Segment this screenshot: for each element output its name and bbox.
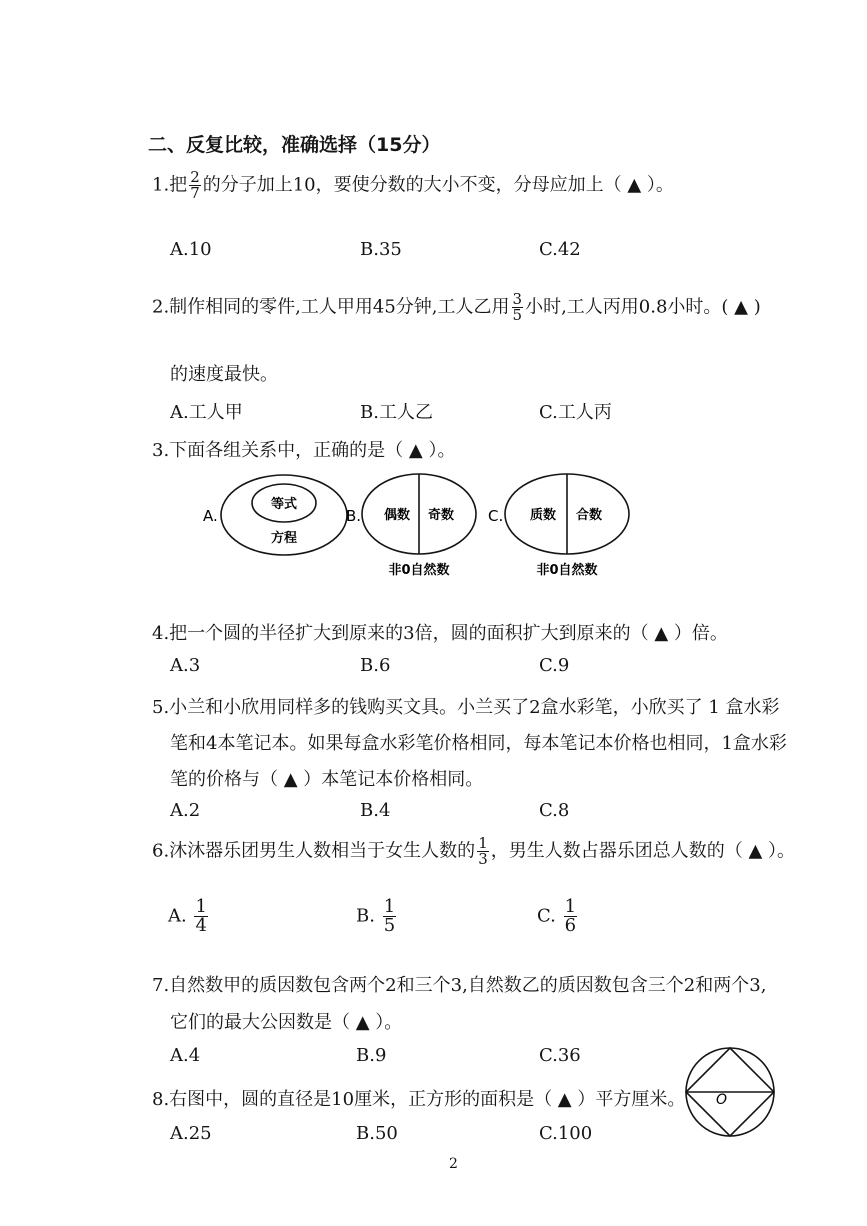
q6-option-a-fraction — [194, 898, 207, 935]
question-1 — [152, 170, 674, 201]
q3-fig-a-outer-label: 方程 — [270, 531, 298, 546]
q6-option-b-den: 5 — [383, 915, 396, 936]
q1-frac-den: 7 — [190, 184, 200, 202]
question-5-line1: 5.小兰和小欣用同样多的钱购买文具。小兰买了2盒水彩笔，小欣买了 1 盒水彩 — [152, 697, 780, 718]
q2-option-b: B.工人乙 — [360, 402, 433, 423]
q2-post: 小时,工人丙用0.8小时。( ▲ ) — [525, 296, 761, 318]
q2-frac-num: 3 — [512, 290, 523, 308]
q1-post: 的分子加上10，要使分数的大小不变，分母应加上（ ▲ ）。 — [202, 174, 674, 196]
q3-fig-b-letter: B. — [346, 507, 362, 525]
q6-option-a-num: 1 — [195, 896, 207, 917]
q1-option-c: C.42 — [539, 239, 581, 260]
q8-center-label: O — [716, 1092, 728, 1108]
q4-option-a: A.3 — [170, 655, 201, 676]
q4-option-c: C.9 — [539, 655, 570, 676]
question-8: 8.右图中，圆的直径是10厘米，正方形的面积是（ ▲ ）平方厘米。 — [152, 1089, 686, 1110]
q6-option-b-fraction — [383, 898, 396, 935]
q3-fig-c-left-label: 质数 — [529, 508, 557, 523]
question-7-line1: 7.自然数甲的质因数包含两个2和三个3,自然数乙的质因数包含三个2和两个3, — [152, 975, 767, 996]
q6-option-b-num: 1 — [383, 896, 396, 917]
section-title: 二、反复比较，准确选择（15分） — [148, 134, 441, 156]
q3-fig-b-right-label: 奇数 — [427, 508, 455, 523]
q1-option-a: A.10 — [170, 239, 212, 260]
q8-option-c: C.100 — [539, 1123, 593, 1144]
q1-pre: 1.把 — [152, 174, 188, 196]
question-7-line2: 它们的最大公因数是（ ▲ ）。 — [170, 1012, 403, 1033]
q6-option-a-den: 4 — [195, 915, 207, 936]
q4-option-b: B.6 — [360, 655, 391, 676]
q6-option-c-fraction — [564, 898, 577, 935]
q8-option-a: A.25 — [170, 1123, 212, 1144]
question-2 — [152, 292, 761, 323]
q3-fig-a-inner-label: 等式 — [270, 497, 298, 512]
question-5-line2: 笔和4本笔记本。如果每盒水彩笔价格相同，每本笔记本价格也相同，1盒水彩 — [170, 733, 787, 754]
q8-option-b: B.50 — [356, 1123, 398, 1144]
q6-frac-den: 3 — [478, 850, 488, 868]
q2-option-a: A.工人甲 — [170, 402, 243, 423]
q3-fig-c-letter: C. — [488, 507, 504, 525]
q6-fraction — [477, 836, 489, 867]
q2-pre: 2.制作相同的零件,工人甲用45分钟,工人乙用 — [152, 296, 510, 318]
q5-option-a: A.2 — [170, 800, 201, 821]
question-6 — [152, 836, 795, 867]
q6-option-c — [537, 898, 579, 935]
q2-option-c: C.工人丙 — [539, 402, 612, 423]
q6-post: ，男生人数占器乐团总人数的（ ▲ ）。 — [490, 840, 796, 862]
q1-option-b: B.35 — [360, 239, 402, 260]
q6-option-c-label: C. — [537, 905, 556, 927]
q6-frac-num: 1 — [478, 834, 488, 852]
q3-fig-c-right-label: 合数 — [575, 508, 603, 523]
q1-frac-num: 2 — [190, 168, 200, 186]
q3-fig-a-letter: A. — [203, 507, 218, 525]
q1-fraction — [189, 170, 201, 201]
q5-option-b: B.4 — [360, 800, 391, 821]
q5-option-c: C.8 — [539, 800, 570, 821]
question-4: 4.把一个圆的半径扩大到原来的3倍，圆的面积扩大到原来的（ ▲ ）倍。 — [152, 623, 728, 644]
q6-option-a-label: A. — [168, 905, 187, 927]
q6-option-c-num: 1 — [564, 896, 577, 917]
q2-line2: 的速度最快。 — [170, 364, 278, 385]
q8-circle-square-figure — [680, 1040, 780, 1144]
q7-option-a: A.4 — [170, 1045, 201, 1066]
q3-fig-b-caption: 非0自然数 — [388, 563, 450, 578]
q6-option-b — [356, 898, 398, 935]
q7-option-c: C.36 — [539, 1045, 581, 1066]
page-number: 2 — [449, 1156, 458, 1172]
q6-option-b-label: B. — [356, 905, 375, 927]
q2-frac-den: 5 — [512, 306, 523, 324]
q7-option-b: B.9 — [356, 1045, 387, 1066]
q3-fig-b-left-label: 偶数 — [383, 508, 411, 523]
q6-option-a — [168, 898, 210, 935]
q6-option-c-den: 6 — [564, 915, 577, 936]
q2-fraction — [512, 292, 524, 323]
q6-pre: 6.沐沐器乐团男生人数相当于女生人数的 — [152, 840, 476, 862]
q3-figures — [195, 470, 645, 585]
q3-fig-c-caption: 非0自然数 — [536, 563, 598, 578]
question-3: 3.下面各组关系中，正确的是（ ▲ ）。 — [152, 440, 456, 461]
question-5-line3: 笔的价格与（ ▲ ）本笔记本价格相同。 — [170, 769, 484, 790]
